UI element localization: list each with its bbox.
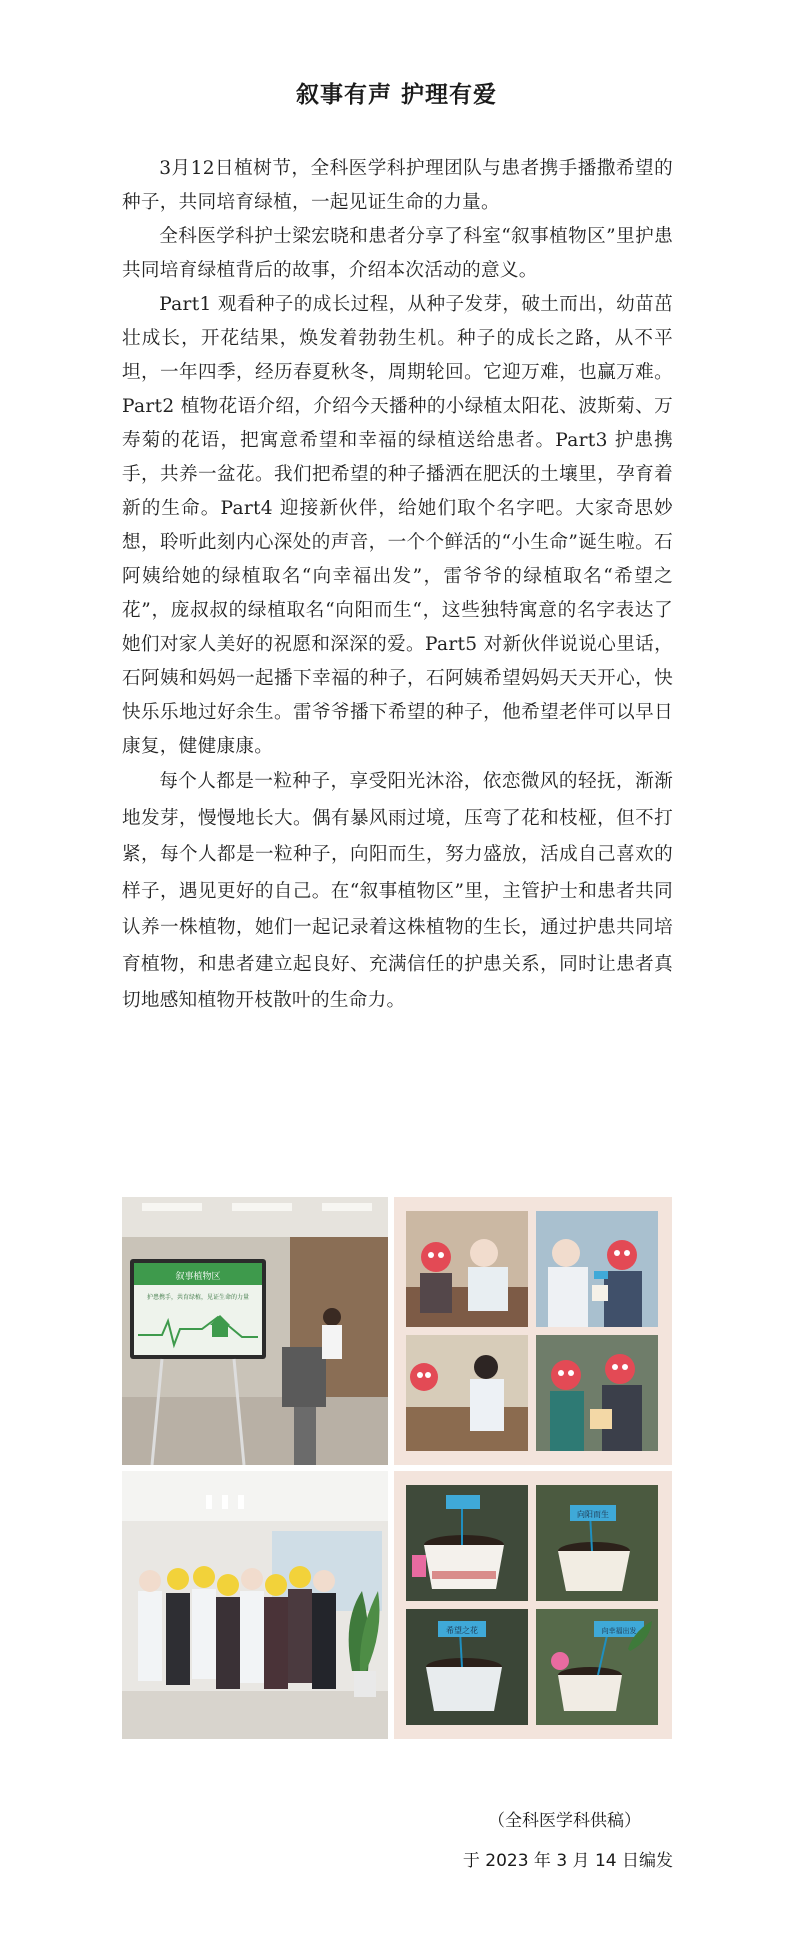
paragraph-reflection: 每个人都是一粒种子，享受阳光沐浴，依恋微风的轻抚，渐渐地发芽，慢慢地长大。偶有暴风雨过境，压弯了花和枝桠，但不打紧，每个人都是一粒种子，向阳而生，努力盛放，活成自己喜欢的样子，遇见更好的自己。在“叙事植物区”里，主管护士和患者共同认养一株植物，她们一起记录着这株植物的生长，通过护患共同培育植物，和患者建立起良好、充满信任的护患关系，同时让患者真切地感知植物开枝散叶的生命力。 — [122, 771, 673, 1011]
screen-subtitle: 护患携手，共育绿植，见证生命的力量 — [146, 1294, 250, 1301]
article-body — [122, 152, 673, 1020]
publish-date: 于 2023 年 3 月 14 日编发 — [462, 1851, 673, 1871]
photo-group — [122, 1471, 388, 1739]
paragraph-activity-parts: Part1 观看种子的成长过程，从种子发芽，破土而出，幼苗茁壮成长，开花结果，焕发着勃勃生机。种子的成长之路，从不平坦，一年四季，经历春夏秋冬，周期轮回。它迎万难，也赢万难。Part2 植物花语介绍，介绍今天播种的小绿植太阳花、波斯菊、万寿菊的花语，把寓意希望和幸福的绿植送给患者。Part3 护患携手，共养一盆花。我们把希望的种子播洒在肥沃的土壤里，孕育着新的生命。Part4 迎接新伙伴，给她们取个名字吧。大家奇思妙想，聆听此刻内心深处的声音，一个个鲜活的“小生命”诞生啦。石阿姨给她的绿植取名“向幸福出发”，雷爷爷的绿植取名“希望之花”，庞叔叔的绿植取名“向阳而生“，这些独特寓意的名字表达了她们对家人美好的祝愿和深深的爱。Part5 对新伙伴说说心里话，石阿姨和妈妈一起播下幸福的种子，石阿姨希望妈妈天天开心，快快乐乐地过好余生。雷爷爷播下希望的种子，他希望老伴可以早日康复，健健康康。 — [122, 294, 673, 757]
photo-grid-patients — [394, 1197, 672, 1465]
paragraph-intro: 3月12日植树节，全科医学科护理团队与患者携手播撒希望的种子，共同培育绿植，一起见证生命的力量。 — [122, 158, 673, 213]
photo-collage — [122, 1197, 672, 1739]
photo-grid-pots — [394, 1471, 672, 1739]
paragraph-speaker: 全科医学科护士梁宏晓和患者分享了科室“叙事植物区”里护患共同培育绿植背后的故事，介绍本次活动的意义。 — [122, 226, 673, 281]
photo-presentation — [122, 1197, 388, 1465]
pot-label-1: 向阳而生 — [577, 1510, 609, 1519]
article-title: 叙事有声 护理有爱 — [295, 82, 497, 108]
screen-title: 叙事植物区 — [175, 1272, 221, 1282]
pot-label-2: 希望之花 — [446, 1626, 478, 1635]
pot-label-3: 向幸福出发 — [601, 1627, 637, 1635]
source-credit: （全科医学科供稿） — [488, 1811, 641, 1831]
